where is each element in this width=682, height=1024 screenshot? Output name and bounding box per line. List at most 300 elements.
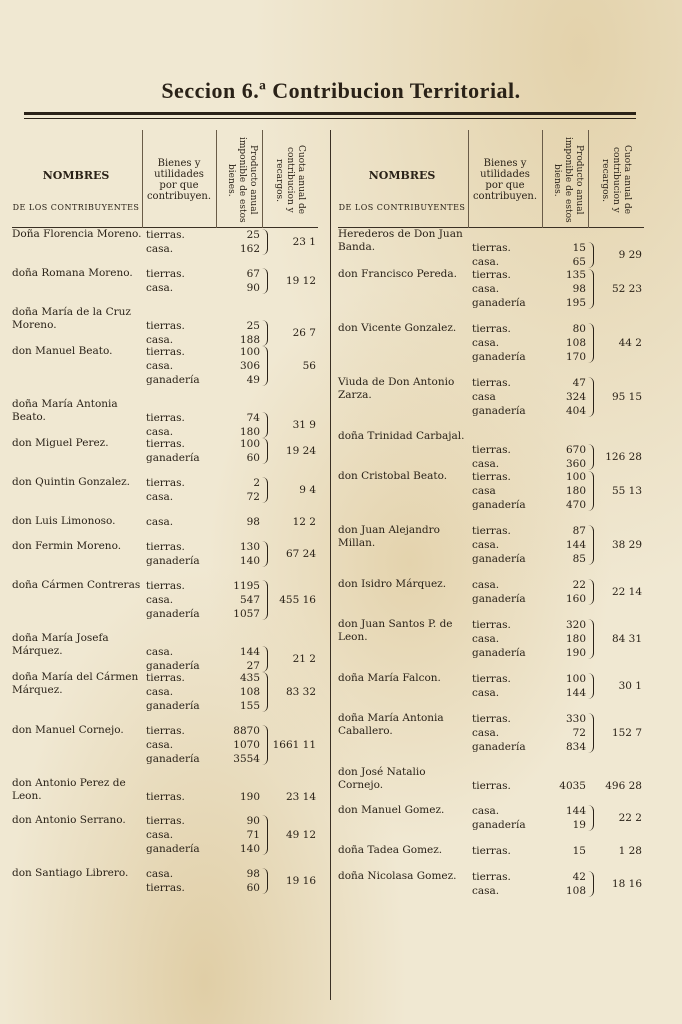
annual-product-value: 160 bbox=[565, 593, 586, 605]
annual-product-value: 80 bbox=[572, 323, 586, 335]
property-type: casa. bbox=[146, 646, 174, 658]
grouping-brace bbox=[588, 525, 594, 565]
annual-quota: 18 16 bbox=[611, 878, 642, 890]
annual-product-value: 108 bbox=[565, 337, 586, 349]
annual-product-value: 135 bbox=[565, 269, 586, 281]
annual-product-value: 100 bbox=[239, 346, 260, 358]
property-type: ganadería bbox=[146, 700, 200, 712]
property-type: ganadería bbox=[146, 452, 200, 464]
property-types bbox=[472, 870, 544, 898]
contributor-name: don Manuel Beato. bbox=[12, 345, 113, 357]
annual-quota: 19 16 bbox=[285, 875, 316, 887]
contributor-name: Viuda de Don Antonio Zarza. bbox=[338, 376, 455, 401]
property-types bbox=[146, 814, 218, 856]
annual-product-value: 49 bbox=[246, 374, 260, 386]
annual-quota: 22 14 bbox=[611, 586, 642, 598]
contributor-entry bbox=[338, 766, 644, 804]
property-types bbox=[472, 470, 544, 512]
annual-product-values bbox=[218, 515, 260, 529]
annual-product-value: 180 bbox=[565, 485, 586, 497]
contributor-entry bbox=[338, 870, 644, 910]
property-type: tierras. bbox=[146, 477, 185, 489]
property-types bbox=[146, 476, 218, 504]
contributor-name: don Manuel Cornejo. bbox=[12, 724, 124, 736]
contributor-entry bbox=[12, 579, 318, 632]
page-title: Seccion 6.ª Contribucion Territorial. bbox=[161, 78, 521, 103]
property-type: tierras. bbox=[472, 780, 511, 792]
header-separator bbox=[216, 130, 217, 228]
property-type: casa. bbox=[472, 283, 500, 295]
left-entries bbox=[12, 228, 318, 906]
annual-product-value: 8870 bbox=[233, 725, 260, 737]
title-rule-thin bbox=[24, 118, 636, 119]
contributor-entry bbox=[338, 804, 644, 844]
annual-product-value: 1070 bbox=[233, 739, 260, 751]
annual-product-value: 330 bbox=[565, 713, 586, 725]
contributor-entry bbox=[338, 470, 644, 524]
annual-product-value: 67 bbox=[246, 268, 260, 280]
property-type: casa. bbox=[146, 594, 174, 606]
header-separator bbox=[262, 130, 263, 228]
annual-product-value: 162 bbox=[239, 243, 260, 255]
contributor-entry bbox=[338, 844, 644, 870]
annual-product-values bbox=[218, 319, 260, 347]
contributor-entry bbox=[12, 671, 318, 724]
annual-product-value: 324 bbox=[565, 391, 586, 403]
annual-quota: 38 29 bbox=[611, 539, 642, 551]
header-separator bbox=[468, 130, 469, 228]
grouping-brace bbox=[262, 541, 268, 567]
property-type: tierras. bbox=[146, 438, 185, 450]
annual-quota: 22 2 bbox=[618, 812, 642, 824]
property-type: casa. bbox=[472, 337, 500, 349]
property-types bbox=[472, 376, 544, 418]
right-column bbox=[338, 130, 644, 910]
annual-product-value: 22 bbox=[572, 579, 586, 591]
property-type: tierras. bbox=[146, 268, 185, 280]
annual-quota: 1661 11 bbox=[272, 739, 316, 751]
contributor-name: Herederos de Don Juan Banda. bbox=[338, 228, 463, 253]
property-type: tierras. bbox=[472, 269, 511, 281]
annual-product-values bbox=[544, 376, 586, 418]
property-type: tierras. bbox=[472, 323, 511, 335]
header-separator bbox=[142, 130, 143, 228]
grouping-brace bbox=[262, 438, 268, 464]
contributor-entry bbox=[12, 814, 318, 867]
property-type: casa. bbox=[472, 458, 500, 470]
contributor-name: doña María Antonia Caballero. bbox=[338, 712, 444, 737]
property-type: tierras. bbox=[146, 229, 185, 241]
contributor-name: doña María de la Cruz Moreno. bbox=[12, 306, 131, 331]
annual-product-values bbox=[218, 267, 260, 295]
annual-quota: 19 24 bbox=[285, 445, 316, 457]
property-types bbox=[146, 267, 218, 295]
property-type: tierras. bbox=[146, 541, 185, 553]
header-producto: Producto anual imponible de estos bienes. bbox=[226, 137, 258, 223]
contributor-entry bbox=[12, 867, 318, 906]
annual-product-value: 470 bbox=[565, 499, 586, 511]
property-type: casa. bbox=[472, 633, 500, 645]
annual-product-value: 108 bbox=[239, 686, 260, 698]
annual-product-values bbox=[218, 867, 260, 895]
property-type: ganadería bbox=[146, 608, 200, 620]
annual-quota: 31 9 bbox=[292, 419, 316, 431]
annual-product-value: 47 bbox=[572, 377, 586, 389]
grouping-brace bbox=[588, 673, 594, 699]
property-type: tierras. bbox=[146, 725, 185, 737]
property-type: ganadería bbox=[146, 374, 200, 386]
annual-product-values bbox=[218, 814, 260, 856]
grouping-brace bbox=[262, 672, 268, 712]
annual-product-value: 190 bbox=[565, 647, 586, 659]
property-type: casa. bbox=[146, 868, 174, 880]
contributor-name: don Santiago Librero. bbox=[12, 867, 129, 879]
property-type: tierras. bbox=[472, 871, 511, 883]
annual-product-value: 19 bbox=[572, 819, 586, 831]
annual-product-values bbox=[544, 712, 586, 754]
annual-quota: 56 bbox=[302, 360, 316, 372]
grouping-brace bbox=[588, 377, 594, 417]
property-types bbox=[146, 724, 218, 766]
annual-quota: 84 31 bbox=[611, 633, 642, 645]
property-type: tierras. bbox=[146, 815, 185, 827]
annual-product-value: 4035 bbox=[559, 780, 586, 792]
property-types bbox=[146, 345, 218, 387]
annual-quota: 55 13 bbox=[611, 485, 642, 497]
property-types bbox=[146, 319, 218, 347]
annual-product-value: 320 bbox=[565, 619, 586, 631]
property-type: casa. bbox=[146, 426, 174, 438]
header-names-sub: DE LOS CONTRIBUYENTES bbox=[338, 203, 466, 212]
annual-product-value: 834 bbox=[565, 741, 586, 753]
annual-product-value: 60 bbox=[246, 452, 260, 464]
contributor-entry bbox=[338, 578, 644, 618]
annual-product-value: 2 bbox=[253, 477, 260, 489]
property-type: casa. bbox=[146, 334, 174, 346]
property-type: ganadería bbox=[146, 555, 200, 567]
property-type: casa. bbox=[472, 727, 500, 739]
grouping-brace bbox=[588, 871, 594, 897]
contributor-entry bbox=[12, 724, 318, 777]
title-rule-thick bbox=[24, 112, 636, 115]
annual-product-values bbox=[218, 411, 260, 439]
annual-quota: 152 7 bbox=[611, 727, 642, 739]
annual-product-value: 85 bbox=[572, 553, 586, 565]
property-types bbox=[146, 411, 218, 439]
annual-product-values bbox=[218, 790, 260, 804]
grouping-brace bbox=[262, 580, 268, 620]
annual-quota: 49 12 bbox=[285, 829, 316, 841]
property-type: ganadería bbox=[146, 843, 200, 855]
contributor-name: don Francisco Pereda. bbox=[338, 268, 457, 280]
annual-product-value: 547 bbox=[239, 594, 260, 606]
grouping-brace bbox=[262, 229, 268, 255]
property-type: casa. bbox=[146, 282, 174, 294]
left-column bbox=[12, 130, 318, 906]
property-type: tierras. bbox=[146, 580, 185, 592]
property-type: ganadería bbox=[472, 741, 526, 753]
grouping-brace bbox=[262, 320, 268, 346]
contributor-name: don Juan Alejandro Millan. bbox=[338, 524, 440, 549]
annual-quota: 30 1 bbox=[618, 680, 642, 692]
property-types bbox=[146, 228, 218, 256]
property-type: casa. bbox=[146, 686, 174, 698]
annual-product-values bbox=[218, 540, 260, 568]
annual-quota: 23 1 bbox=[292, 236, 316, 248]
contributor-name: don Cristobal Beato. bbox=[338, 470, 448, 482]
property-type: tierras. bbox=[472, 444, 511, 456]
annual-product-value: 98 bbox=[572, 283, 586, 295]
header-cuota: Cuota anual de contribucion y recargos. bbox=[600, 145, 632, 215]
annual-product-value: 180 bbox=[565, 633, 586, 645]
annual-product-values bbox=[218, 579, 260, 621]
property-types bbox=[472, 844, 544, 858]
property-type: casa. bbox=[472, 885, 500, 897]
property-type: ganadería bbox=[146, 660, 200, 672]
annual-product-values bbox=[218, 645, 260, 673]
annual-product-values bbox=[218, 228, 260, 256]
property-type: tierras. bbox=[472, 525, 511, 537]
property-type: casa. bbox=[472, 579, 500, 591]
annual-product-value: 98 bbox=[246, 516, 260, 528]
property-type: casa. bbox=[146, 829, 174, 841]
contributor-entry bbox=[12, 398, 318, 437]
property-types bbox=[472, 779, 544, 793]
property-types bbox=[146, 515, 218, 529]
header-names: NOMBRES bbox=[368, 169, 436, 182]
grouping-brace bbox=[588, 269, 594, 309]
annual-product-values bbox=[544, 779, 586, 793]
contributor-entry bbox=[338, 322, 644, 376]
annual-product-value: 25 bbox=[246, 229, 260, 241]
contributor-name: doña María del Cármen Márquez. bbox=[12, 671, 139, 696]
annual-product-values bbox=[218, 671, 260, 713]
contributor-name: doña Cármen Contreras bbox=[12, 579, 141, 591]
contributor-name: don Antonio Serrano. bbox=[12, 814, 126, 826]
contributor-name: doña María Falcon. bbox=[338, 672, 441, 684]
annual-product-value: 15 bbox=[572, 845, 586, 857]
property-type: casa. bbox=[146, 491, 174, 503]
annual-product-value: 90 bbox=[246, 815, 260, 827]
annual-product-value: 90 bbox=[246, 282, 260, 294]
property-types bbox=[146, 579, 218, 621]
property-type: ganadería bbox=[472, 647, 526, 659]
annual-product-values bbox=[218, 724, 260, 766]
grouping-brace bbox=[588, 805, 594, 831]
contributor-entry bbox=[12, 345, 318, 398]
property-type: ganadería bbox=[472, 553, 526, 565]
contributor-name: don José Natalio Cornejo. bbox=[338, 766, 426, 791]
annual-product-values bbox=[218, 345, 260, 387]
grouping-brace bbox=[262, 646, 268, 672]
annual-quota: 9 4 bbox=[299, 484, 316, 496]
annual-quota: 496 28 bbox=[605, 780, 642, 792]
property-type: casa. bbox=[146, 243, 174, 255]
property-type: casa. bbox=[146, 516, 174, 528]
contributor-entry bbox=[12, 515, 318, 540]
column-divider bbox=[330, 130, 331, 1000]
property-type: ganadería bbox=[472, 297, 526, 309]
contributor-name: don Fermin Moreno. bbox=[12, 540, 122, 552]
annual-product-value: 190 bbox=[239, 791, 260, 803]
header-cuota: Cuota anual de contribucion y recargos. bbox=[274, 145, 306, 215]
annual-product-value: 15 bbox=[572, 242, 586, 254]
grouping-brace bbox=[588, 242, 594, 268]
annual-product-value: 188 bbox=[239, 334, 260, 346]
property-type: ganadería bbox=[472, 593, 526, 605]
annual-product-value: 3554 bbox=[233, 753, 260, 765]
annual-product-value: 144 bbox=[565, 539, 586, 551]
annual-product-value: 170 bbox=[565, 351, 586, 363]
header-producto: Producto anual imponible de estos bienes. bbox=[552, 137, 584, 223]
header-separator bbox=[588, 130, 589, 228]
grouping-brace bbox=[262, 346, 268, 386]
property-type: tierras. bbox=[146, 320, 185, 332]
annual-quota: 12 2 bbox=[292, 516, 316, 528]
right-entries bbox=[338, 228, 644, 910]
annual-product-value: 87 bbox=[572, 525, 586, 537]
grouping-brace bbox=[588, 713, 594, 753]
property-types bbox=[472, 712, 544, 754]
header-names: NOMBRES bbox=[42, 169, 110, 182]
left-table-header bbox=[12, 130, 318, 228]
annual-product-values bbox=[544, 804, 586, 832]
property-type: tierras. bbox=[472, 845, 511, 857]
contributor-entry bbox=[338, 376, 644, 430]
contributor-entry bbox=[338, 672, 644, 712]
annual-product-value: 25 bbox=[246, 320, 260, 332]
annual-quota: 26 7 bbox=[292, 327, 316, 339]
contributor-name: don Miguel Perez. bbox=[12, 437, 109, 449]
property-type: tierras. bbox=[472, 673, 511, 685]
annual-product-value: 435 bbox=[239, 672, 260, 684]
property-types bbox=[472, 241, 544, 269]
annual-product-value: 71 bbox=[246, 829, 260, 841]
property-types bbox=[146, 790, 218, 804]
contributor-entry bbox=[12, 632, 318, 671]
annual-product-values bbox=[544, 470, 586, 512]
annual-product-value: 108 bbox=[565, 885, 586, 897]
property-types bbox=[146, 671, 218, 713]
contributor-name: doña Nicolasa Gomez. bbox=[338, 870, 457, 882]
grouping-brace bbox=[262, 815, 268, 855]
contributor-name: don Antonio Perez de Leon. bbox=[12, 777, 126, 802]
property-type: tierras. bbox=[472, 377, 511, 389]
annual-quota: 23 14 bbox=[285, 791, 316, 803]
property-type: ganadería bbox=[146, 753, 200, 765]
annual-product-value: 140 bbox=[239, 843, 260, 855]
contributor-entry bbox=[12, 306, 318, 345]
contributor-name: don Juan Santos P. de Leon. bbox=[338, 618, 453, 643]
annual-product-value: 100 bbox=[565, 471, 586, 483]
annual-quota: 83 32 bbox=[285, 686, 316, 698]
property-type: ganadería bbox=[472, 819, 526, 831]
contributor-name: don Vicente Gonzalez. bbox=[338, 322, 457, 334]
annual-product-value: 100 bbox=[565, 673, 586, 685]
grouping-brace bbox=[262, 725, 268, 765]
property-type: ganadería bbox=[472, 351, 526, 363]
grouping-brace bbox=[588, 444, 594, 470]
contributor-name: Doña Florencia Moreno. bbox=[12, 228, 142, 240]
grouping-brace bbox=[262, 412, 268, 438]
annual-product-value: 180 bbox=[239, 426, 260, 438]
contributor-entry bbox=[12, 777, 318, 814]
annual-product-value: 27 bbox=[246, 660, 260, 672]
annual-product-value: 42 bbox=[572, 871, 586, 883]
annual-product-value: 670 bbox=[565, 444, 586, 456]
grouping-brace bbox=[262, 268, 268, 294]
annual-product-value: 60 bbox=[246, 882, 260, 894]
property-types bbox=[146, 645, 218, 673]
annual-product-values bbox=[544, 844, 586, 858]
contributor-name: doña Romana Moreno. bbox=[12, 267, 133, 279]
property-type: casa. bbox=[146, 739, 174, 751]
annual-product-values bbox=[544, 524, 586, 566]
annual-product-value: 155 bbox=[239, 700, 260, 712]
annual-quota: 455 16 bbox=[279, 594, 316, 606]
property-type: tierras. bbox=[146, 791, 185, 803]
annual-product-value: 404 bbox=[565, 405, 586, 417]
annual-quota: 126 28 bbox=[605, 451, 642, 463]
property-type: tierras. bbox=[146, 346, 185, 358]
contributor-entry bbox=[12, 228, 318, 267]
grouping-brace bbox=[588, 579, 594, 605]
annual-product-values bbox=[544, 268, 586, 310]
property-types bbox=[472, 672, 544, 700]
contributor-entry bbox=[12, 437, 318, 476]
contributor-entry bbox=[12, 267, 318, 306]
annual-quota: 9 29 bbox=[618, 249, 642, 261]
contributor-name: don Luis Limonoso. bbox=[12, 515, 116, 527]
annual-product-value: 360 bbox=[565, 458, 586, 470]
header-separator bbox=[542, 130, 543, 228]
property-type: tierras. bbox=[472, 242, 511, 254]
contributor-entry bbox=[338, 712, 644, 766]
annual-product-value: 306 bbox=[239, 360, 260, 372]
annual-product-value: 140 bbox=[239, 555, 260, 567]
property-type: tierras. bbox=[472, 619, 511, 631]
annual-quota: 1 28 bbox=[618, 845, 642, 857]
property-type: tierras. bbox=[146, 412, 185, 424]
contributor-entry bbox=[338, 268, 644, 322]
annual-quota: 52 23 bbox=[611, 283, 642, 295]
annual-product-value: 72 bbox=[572, 727, 586, 739]
property-type: tierras. bbox=[472, 471, 511, 483]
annual-product-values bbox=[544, 241, 586, 269]
annual-product-value: 195 bbox=[565, 297, 586, 309]
annual-product-values bbox=[544, 322, 586, 364]
contributor-entry bbox=[338, 618, 644, 672]
contributor-name: doña Tadea Gomez. bbox=[338, 844, 443, 856]
property-types bbox=[146, 540, 218, 568]
contributor-name: don Manuel Gomez. bbox=[338, 804, 445, 816]
contributor-entry bbox=[338, 228, 644, 268]
property-types bbox=[146, 867, 218, 895]
annual-quota: 19 12 bbox=[285, 275, 316, 287]
property-type: tierras. bbox=[472, 713, 511, 725]
contributor-entry bbox=[12, 540, 318, 579]
property-types bbox=[472, 578, 544, 606]
contributor-entry bbox=[338, 430, 644, 470]
annual-product-value: 98 bbox=[246, 868, 260, 880]
contributor-name: don Quintin Gonzalez. bbox=[12, 476, 131, 488]
property-type: casa bbox=[472, 485, 496, 497]
property-type: tierras. bbox=[146, 672, 185, 684]
contributor-name: doña Trinidad Carbajal. bbox=[338, 430, 465, 442]
grouping-brace bbox=[588, 619, 594, 659]
property-type: casa. bbox=[472, 539, 500, 551]
property-types bbox=[472, 804, 544, 832]
